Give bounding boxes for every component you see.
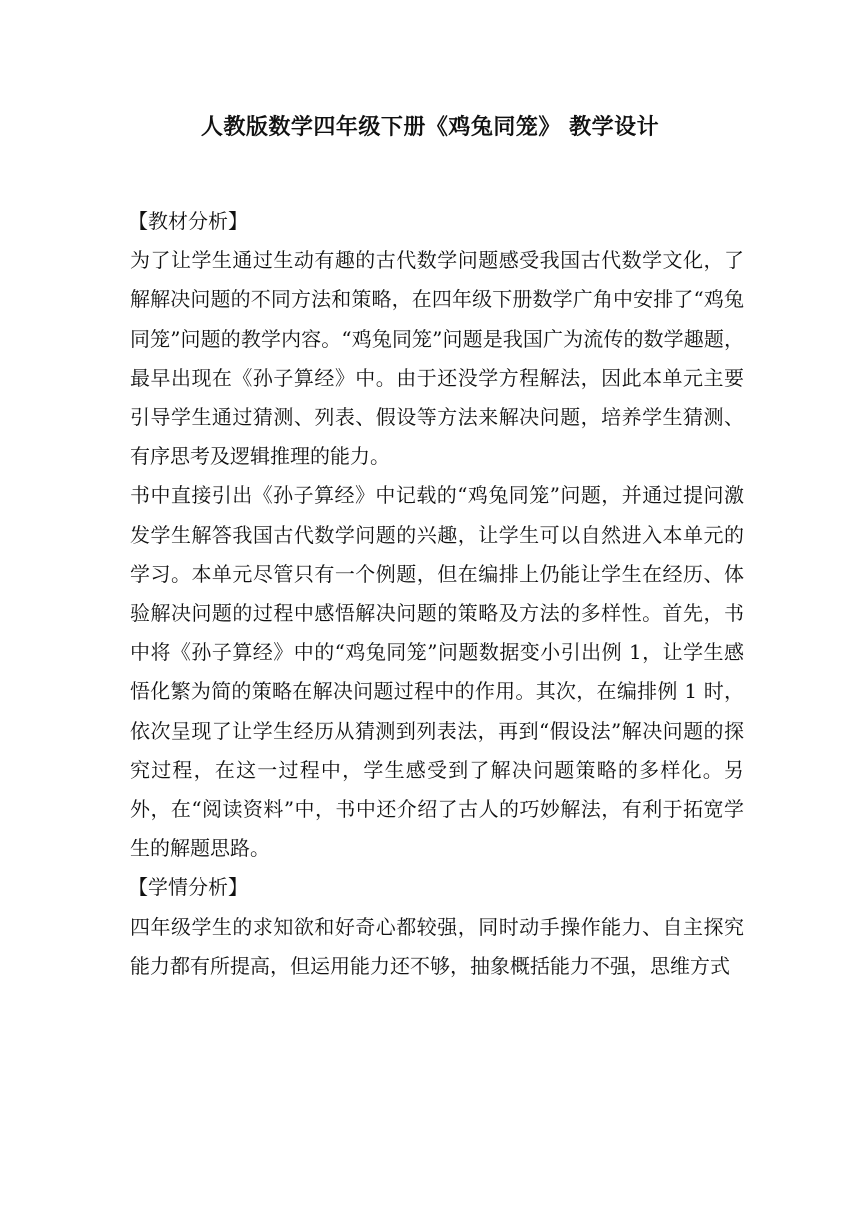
paragraph: 书中直接引出《孙子算经》中记载的“鸡兔同笼”问题，并通过提问激发学生解答我国古代数学问题的兴趣，让学生可以自然进入本单元的学习。本单元尽管只有一个例题，但在编排上仍能让学生在经历、体验解决问题的过程中感悟解决问题的策略及方法的多样性。首先，书中将《孙子算经》中的“鸡兔同笼”问题数据变小引出例 1，让学生感悟化繁为简的策略在解决问题过程中的作用。其次，在编排例 1 时，依次呈现了让学生经历从猜测到列表法，再到“假设法”解决问题的探究过程，在这一过程中，学生感受到了解决问题策略的多样化。另外，在“阅读资料”中，书中还介绍了古人的巧妙解法，有利于拓宽学生的解题思路。 bbox=[130, 483, 744, 861]
section-learner-analysis bbox=[130, 868, 744, 986]
document-body bbox=[130, 202, 744, 986]
document-title: 人教版数学四年级下册《鸡兔同笼》 教学设计 bbox=[200, 115, 660, 140]
section-heading-learner-analysis: 【学情分析】 bbox=[128, 875, 248, 900]
paragraph: 四年级学生的求知欲和好奇心都较强，同时动手操作能力、自主探究能力都有所提高，但运用能力还不够，抽象概括能力不强，思维方式 bbox=[130, 914, 744, 978]
section-heading-textbook-analysis: 【教材分析】 bbox=[128, 209, 248, 233]
section-textbook-analysis bbox=[130, 202, 744, 868]
paragraph: 为了让学生通过生动有趣的古代数学问题感受我国古代数学文化，了解解决问题的不同方法和策略，在四年级下册数学广角中安排了“鸡兔同笼”问题的教学内容。“鸡兔同笼”问题是我国广为流传的数学趣题，最早出现在《孙子算经》中。由于还没学方程解法，因此本单元主要引导学生通过猜测、列表、假设等方法来解决问题，培养学生猜测、有序思考及逻辑推理的能力。 bbox=[130, 248, 744, 469]
